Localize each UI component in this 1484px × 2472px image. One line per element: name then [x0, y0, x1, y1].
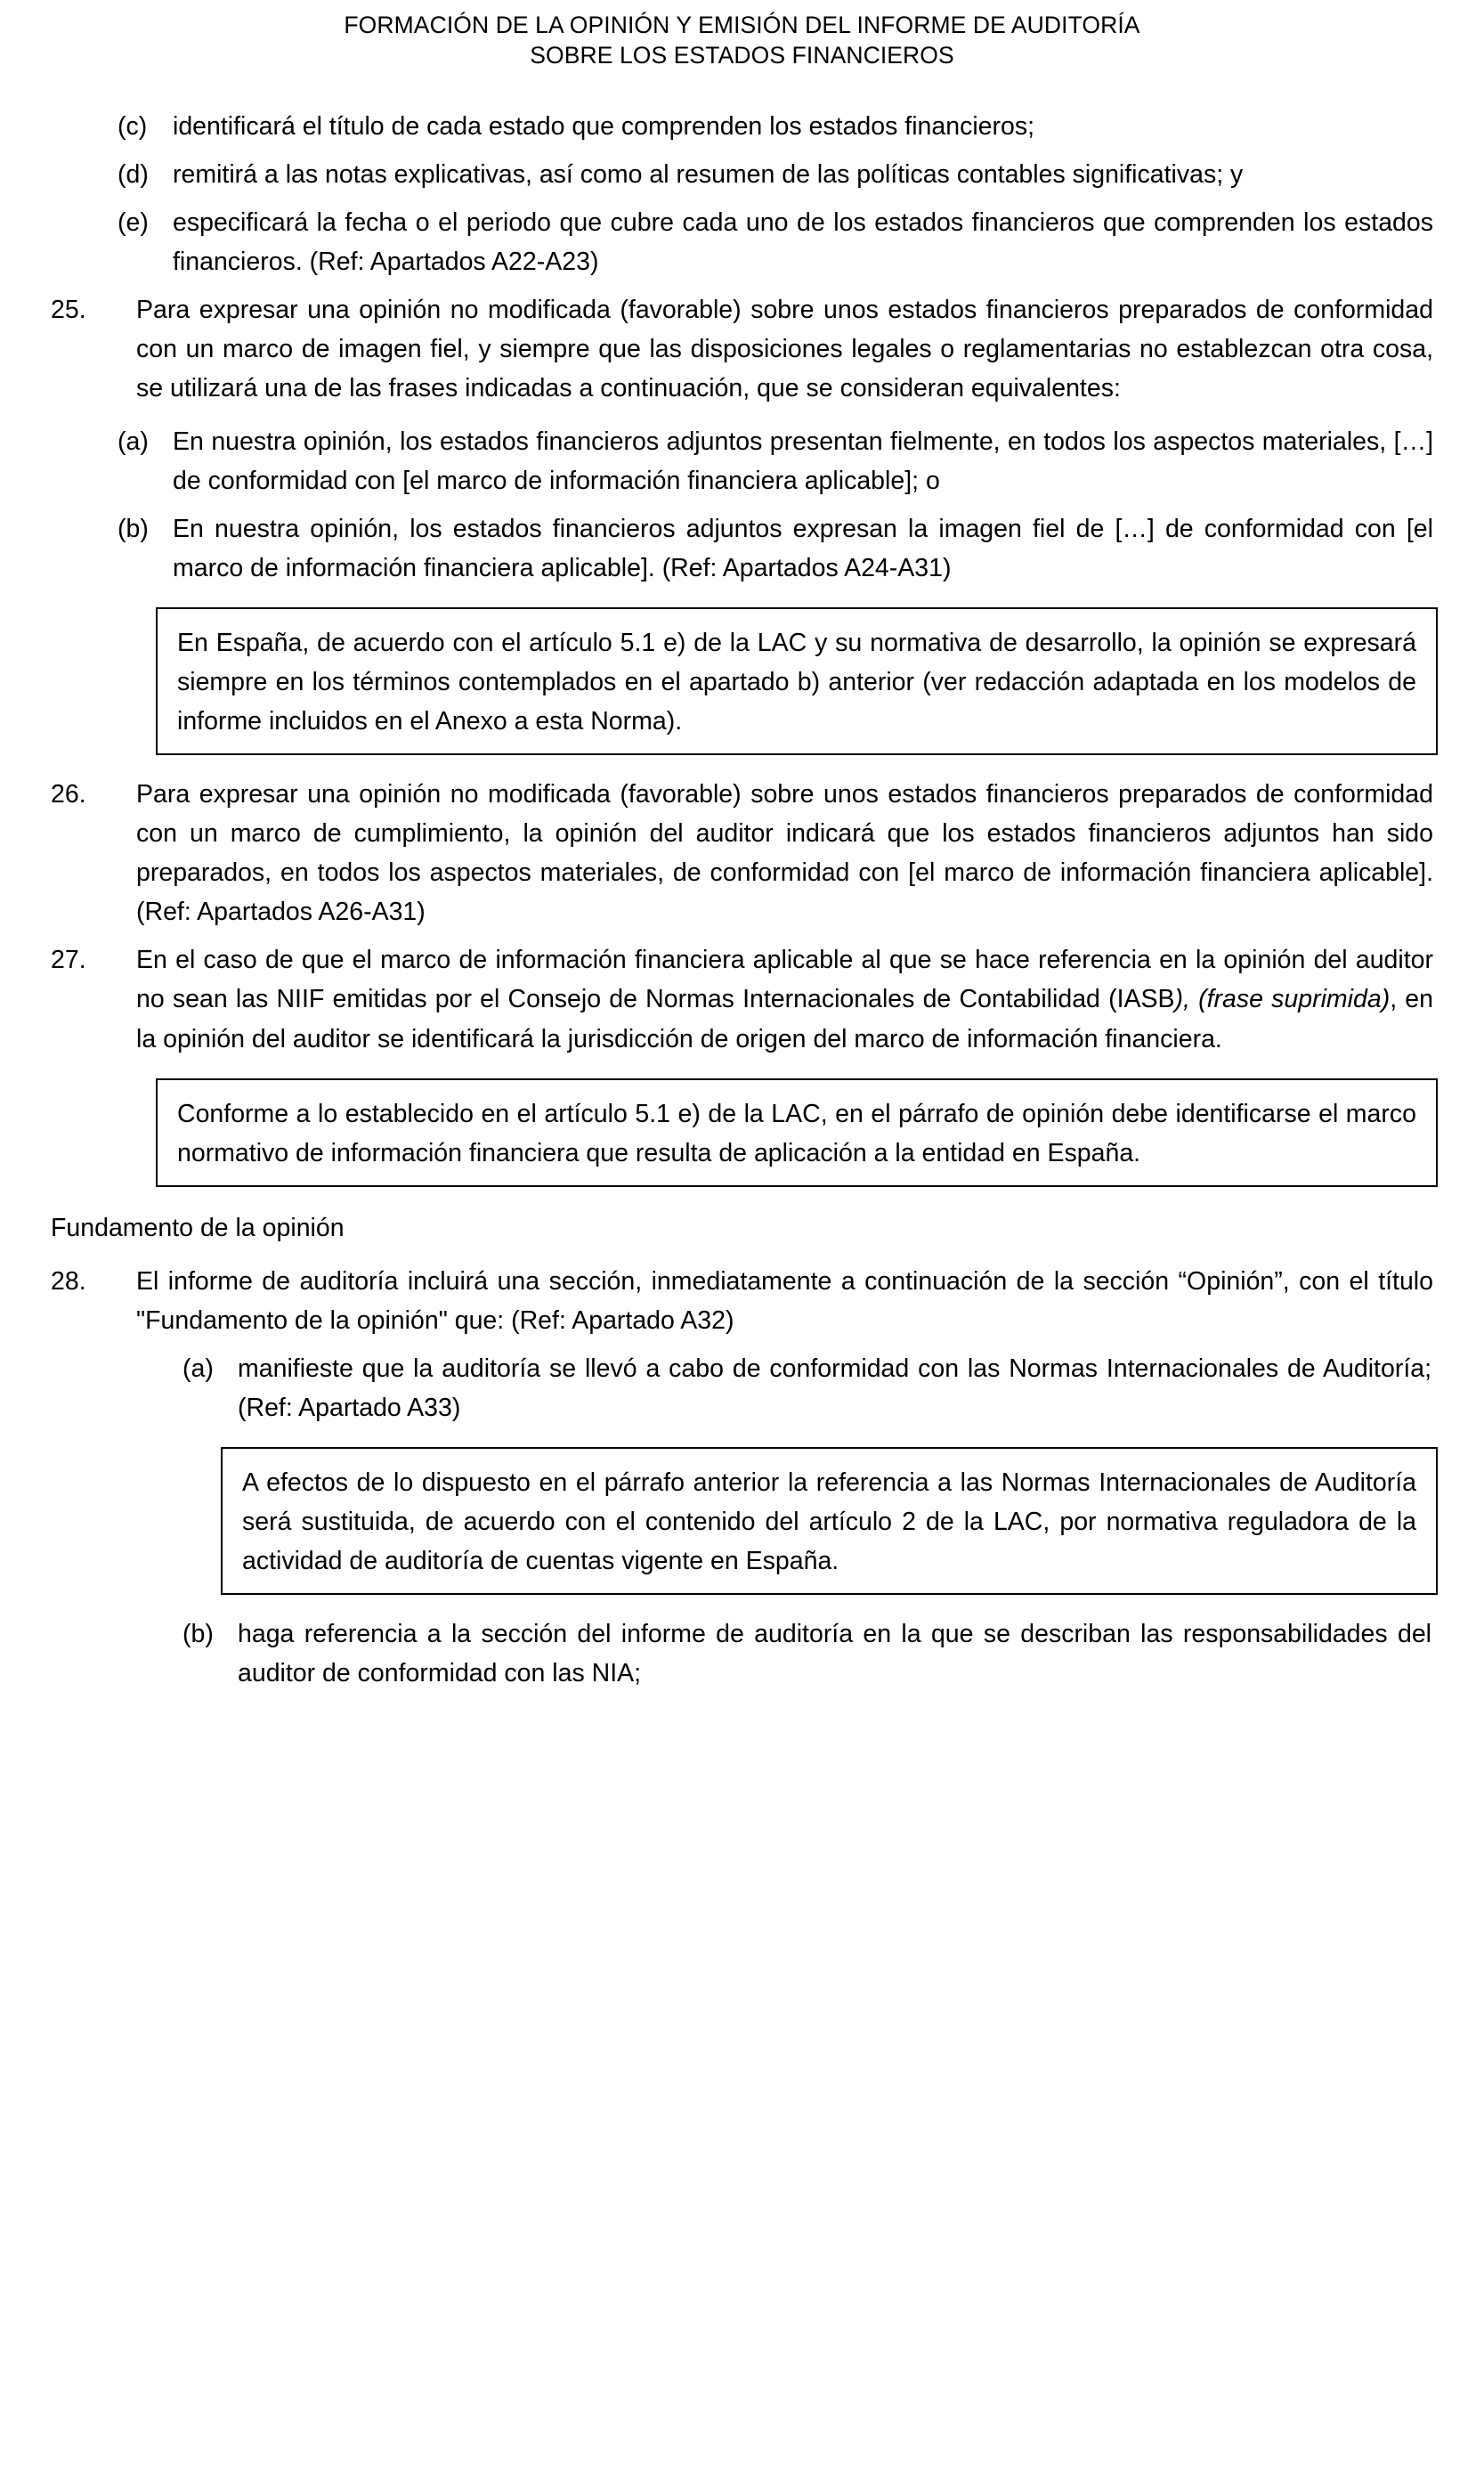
note-box-1-text: En España, de acuerdo con el artículo 5.1 e) de la LAC y su normativa de desarrollo, la opinión se expresará siempre en los términos contemplados en el apartado b) anterior (ver redacción adaptada en los modelos de informe incluidos en el Anexo a esta Norma). — [177, 629, 1416, 736]
list-text-25a: En nuestra opinión, los estados financieros adjuntos presentan fielmente, en todos los aspectos materiales, […] de conformidad con [el marco de información financiera aplicable]; o — [173, 427, 1433, 496]
list-marker-c: (c) — [118, 111, 148, 141]
list-marker-25b: (b) — [118, 515, 149, 544]
paragraph-text-26: Para expresar una opinión no modificada (favorable) sobre unos estados financieros preparados de conformidad con un marco de cumplimiento, la opinión del auditor indicará que los estados financieros adjuntos han sido preparados, en todos los aspectos materiales, de conformidad con [el marco de información financiera aplicable]. (Ref: Apartados A26-A31) — [136, 780, 1433, 927]
list-text-25b: En nuestra opinión, los estados financieros adjuntos expresan la imagen fiel de […] de conformidad con [el marco de información financiera aplicable]. (Ref: Apartados A24-A31) — [173, 515, 1433, 583]
header-line-1: FORMACIÓN DE LA OPINIÓN Y EMISIÓN DEL INFORME DE AUDITORÍA — [344, 12, 1140, 38]
list-item-d — [51, 155, 1433, 194]
paragraph-text-25: Para expresar una opinión no modificada (favorable) sobre unos estados financieros preparados de conformidad con un marco de imagen fiel, y siempre que las disposiciones legales o reglamentarias no establezcan otra cosa, se utilizará una de las frases indicadas a continuación, que se consideran equivalentes: — [136, 296, 1433, 403]
header-line-2: SOBRE LOS ESTADOS FINANCIEROS — [530, 42, 954, 69]
list-marker-28a: (a) — [182, 1354, 214, 1383]
list-marker-d: (d) — [118, 159, 149, 189]
list-text-d: remitirá a las notas explicativas, así como al resumen de las políticas contables significativas; y — [173, 159, 1244, 189]
paragraph-26 — [51, 775, 1433, 931]
note-box-3-text: A efectos de lo dispuesto en el párrafo anterior la referencia a las Normas Internacionales de Auditoría será sustituida, de acuerdo con el contenido del artículo 2 de la LAC, por normativa reguladora de la actividad de auditoría de cuentas vigente en España. — [242, 1468, 1416, 1575]
paragraph-number-25: 25. — [51, 296, 86, 324]
note-box-framework-identification — [156, 1078, 1438, 1187]
list-text-c: identificará el título de cada estado que comprenden los estados financieros; — [173, 111, 1035, 141]
paragraph-25-item-a — [51, 422, 1433, 500]
list-text-28b: haga referencia a la sección del informe de auditoría en la que se describan las responsabilidades del auditor de conformidad con las NIA; — [238, 1619, 1431, 1687]
paragraph-28-item-b — [51, 1614, 1433, 1693]
list-text-28a: manifieste que la auditoría se llevó a cabo de conformidad con las Normas Internacionales de Auditoría; (Ref: Apartado A33) — [238, 1354, 1431, 1422]
note-box-2-text: Conforme a lo establecido en el artículo 5.1 e) de la LAC, en el párrafo de opinión debe identificarse el marco normativo de información financiera que resulta de aplicación a la entidad en España. — [177, 1099, 1416, 1167]
note-box-nia-substitution — [221, 1447, 1438, 1595]
paragraph-27-part-2: , en la opinión del auditor se identificará la jurisdicción de origen del marco de información financiera. — [136, 985, 1434, 1053]
paragraph-28 — [51, 1262, 1433, 1340]
section-heading-fundamento: Fundamento de la opinión — [51, 1213, 345, 1242]
list-item-e — [51, 203, 1433, 281]
list-item-c — [51, 107, 1433, 146]
paragraph-28-item-a — [51, 1349, 1433, 1427]
document-content — [51, 107, 1433, 1693]
paragraph-27-part-1: En el caso de que el marco de información financiera aplicable al que se hace referencia en la opinión del auditor no sean las NIIF emitidas por el Consejo de Normas Internacionales de Contabilidad (IASB — [136, 946, 1433, 1014]
paragraph-25 — [51, 290, 1433, 408]
paragraph-number-28: 28. — [51, 1266, 86, 1296]
paragraph-25-item-b — [51, 509, 1433, 588]
paragraph-text-28: El informe de auditoría incluirá una sección, inmediatamente a continuación de la sección “Opinión”, con el título "Fundamento de la opinión" que: (Ref: Apartado A32) — [136, 1266, 1433, 1335]
note-box-spain-opinion — [156, 607, 1438, 755]
paragraph-number-26: 26. — [51, 780, 86, 809]
list-marker-28b: (b) — [182, 1619, 214, 1648]
list-marker-25a: (a) — [118, 427, 149, 457]
list-marker-e: (e) — [118, 207, 149, 237]
paragraph-text-27 — [136, 940, 1433, 1058]
paragraph-27-italic-note: ), (frase suprimida) — [1174, 985, 1391, 1014]
paragraph-27 — [51, 940, 1433, 1058]
list-text-e: especificará la fecha o el periodo que cubre cada uno de los estados financieros que comprenden los estados financieros. (Ref: Apartados A22-A23) — [173, 207, 1433, 276]
document-header — [0, 0, 1484, 71]
paragraph-number-27: 27. — [51, 946, 86, 975]
